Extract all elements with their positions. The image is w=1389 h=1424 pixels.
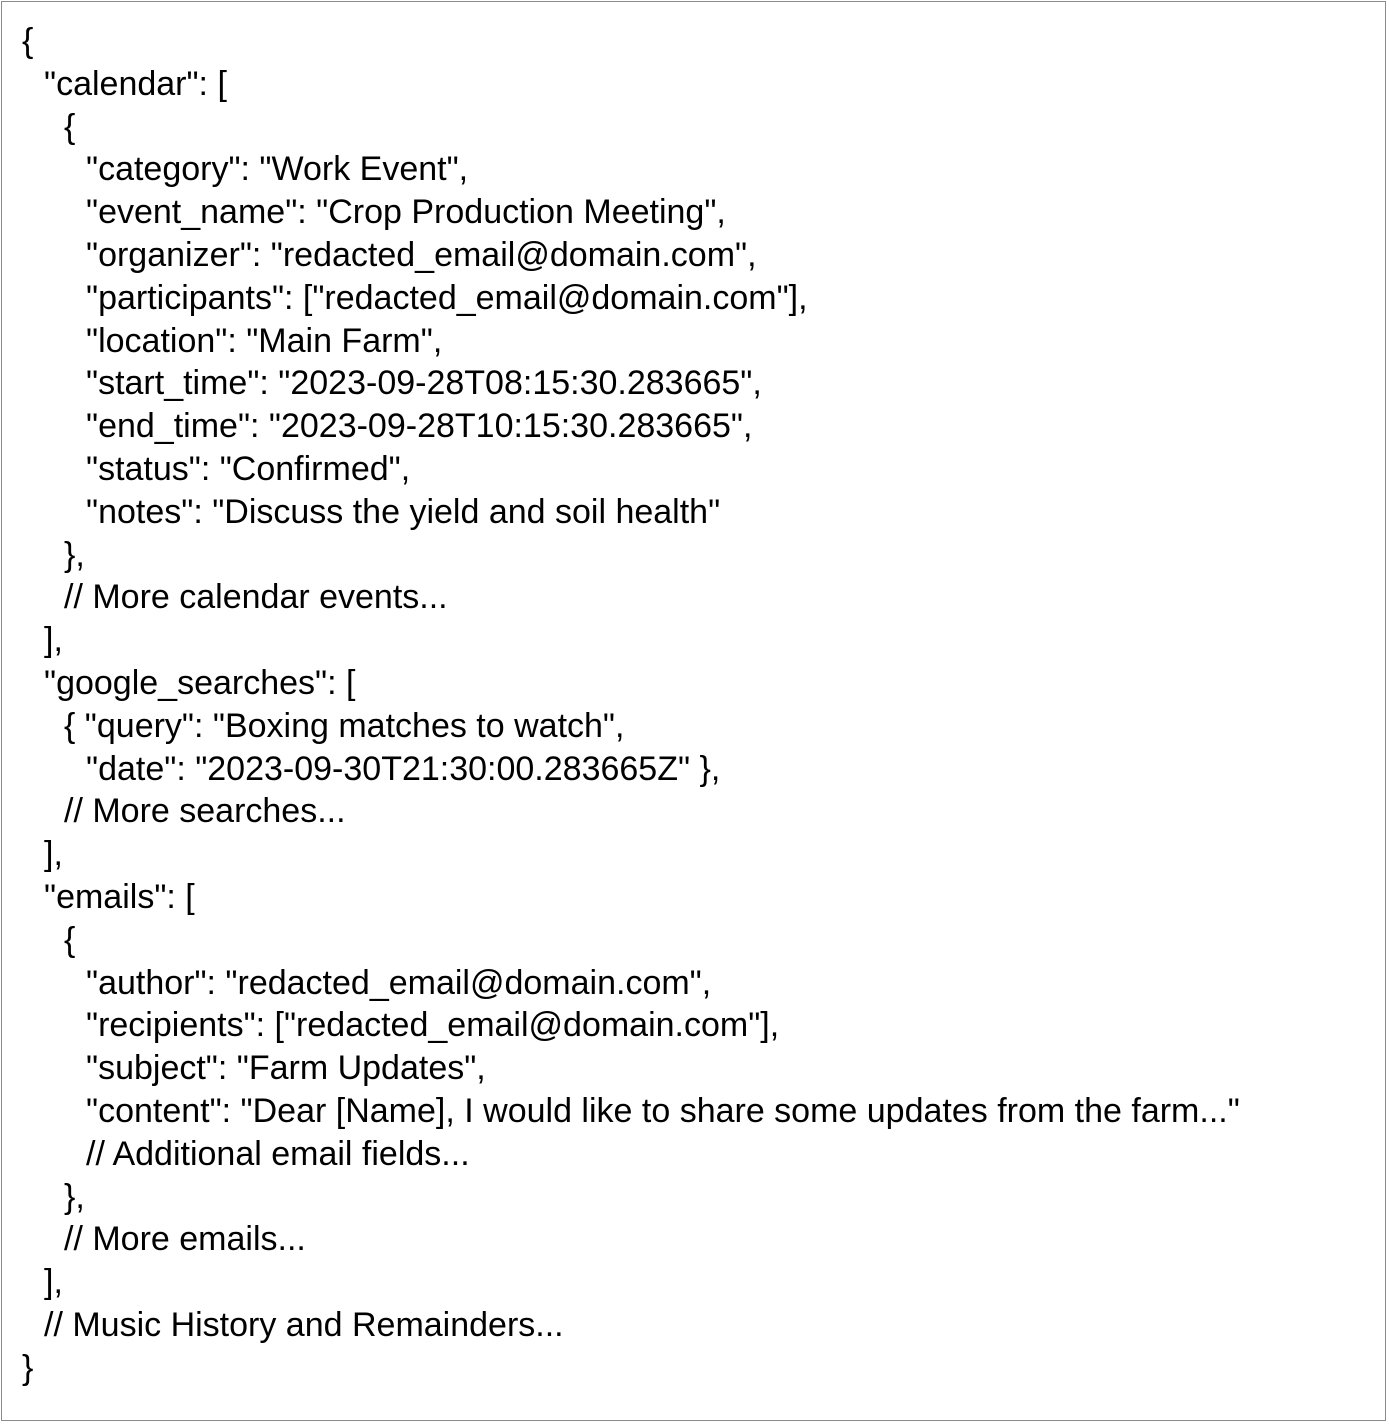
code-line: "location": "Main Farm", (86, 321, 443, 360)
code-comment: // Music History and Remainders... (44, 1305, 564, 1344)
code-line: "subject": "Farm Updates", (86, 1049, 486, 1088)
code-line: "notes": "Discuss the yield and soil health" (86, 492, 721, 531)
code-line: "emails": [ (44, 877, 195, 916)
code-line: "calendar": [ (44, 64, 227, 103)
code-line: }, (64, 1177, 85, 1216)
code-line: "content": "Dear [Name], I would like to share some updates from the farm..." (86, 1091, 1240, 1130)
code-line: { (22, 22, 34, 60)
code-line: "participants": ["redacted_email@domain.com"], (86, 278, 808, 317)
code-line: "google_searches": [ (44, 663, 356, 702)
code-line: "status": "Confirmed", (86, 449, 411, 488)
code-line: { (64, 107, 76, 146)
code-line: ], (44, 621, 63, 660)
code-line: "date": "2023-09-30T21:30:00.283665Z" }, (86, 749, 721, 788)
code-line: "author": "redacted_email@domain.com", (86, 963, 712, 1002)
code-line: } (22, 1348, 34, 1387)
code-line: "recipients": ["redacted_email@domain.com"], (86, 1006, 780, 1045)
code-comment: // More calendar events... (64, 578, 448, 617)
code-line: "start_time": "2023-09-28T08:15:30.283665", (86, 364, 762, 403)
code-line: ], (44, 1263, 63, 1302)
code-comment: // More searches... (64, 792, 346, 831)
json-code-block (22, 20, 1381, 1390)
code-line: "category": "Work Event", (86, 150, 469, 189)
code-line: ], (44, 835, 63, 874)
code-line: }, (64, 535, 85, 574)
code-line: "event_name": "Crop Production Meeting", (86, 193, 726, 232)
code-line: "end_time": "2023-09-28T10:15:30.283665", (86, 407, 753, 446)
code-line: "organizer": "redacted_email@domain.com", (86, 235, 757, 274)
code-comment: // More emails... (64, 1220, 306, 1259)
code-line: { "query": "Boxing matches to watch", (64, 706, 625, 745)
code-frame (1, 1, 1386, 1421)
code-comment: // Additional email fields... (86, 1134, 470, 1173)
code-line: { (64, 920, 76, 959)
